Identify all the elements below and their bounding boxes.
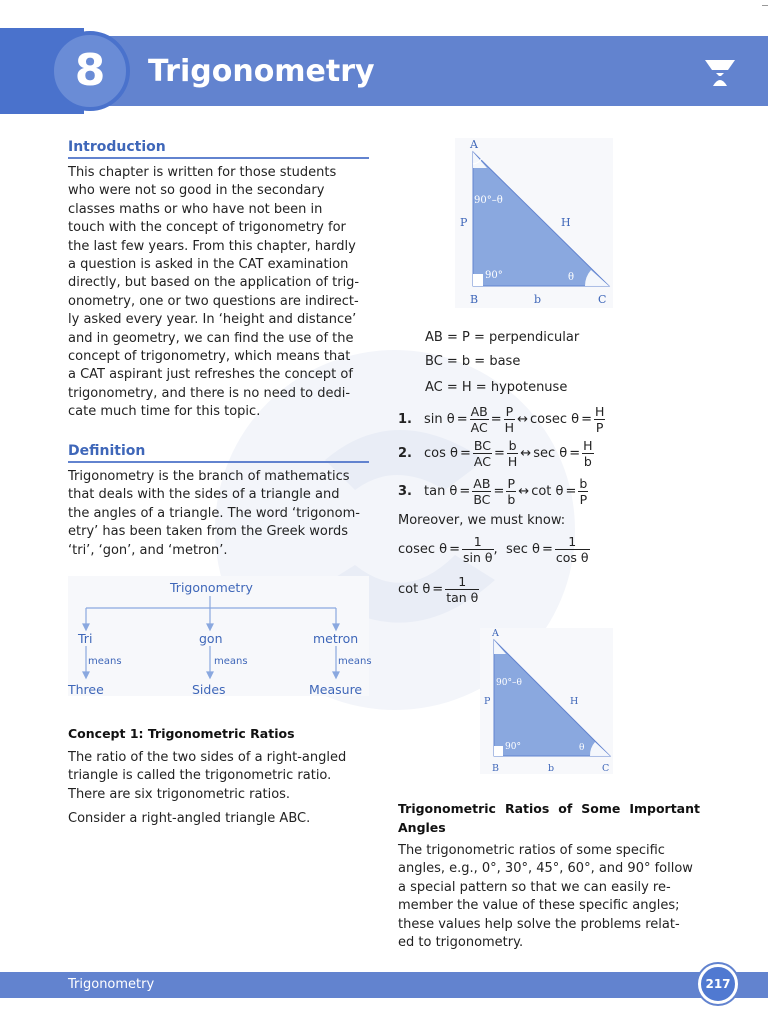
concept-paragraph-2: Consider a right-angled triangle ABC. [68, 811, 311, 826]
tree-meaning-sides: Sides [192, 682, 226, 697]
heading-rule [68, 461, 369, 463]
side-definition: BC = b = base [425, 354, 521, 369]
tree-word-gon: gon [199, 631, 223, 646]
important-angles-heading-2: Angles [398, 820, 446, 835]
corner-mark [762, 5, 768, 6]
triangle-diagram-2 [480, 628, 613, 774]
lamp-icon [704, 58, 736, 88]
angle-c-label: θ [568, 272, 575, 283]
important-angles-heading: Trigonometric Ratios of Some Important [398, 801, 700, 816]
vertex-c-label: C [598, 293, 607, 306]
chapter-title: Trigonometry [148, 54, 375, 89]
footer-title: Trigonometry [68, 977, 155, 992]
ratio-formula-2: 2. cos θ = $\frac{BC}{AC}$ = $\frac{b}{H}$ ↔ sec θ = $\frac{H}{b}$ [398, 438, 593, 469]
side-b-label: b [548, 763, 555, 774]
side-definition: AC = H = hypotenuse [425, 380, 568, 395]
right-triangle-2 [480, 628, 613, 774]
triangle-diagram [455, 138, 613, 308]
tree-root: Trigonometry [170, 580, 253, 595]
reciprocal-cot: cot θ = $\frac{1}{\text{tan θ}}$ [398, 574, 479, 605]
side-definition: AB = P = perpendicular [425, 330, 580, 345]
side-h-label: H [561, 216, 571, 229]
angle-a-label: 90°–θ [474, 195, 503, 206]
vertex-b-label: B [492, 763, 499, 774]
page-number: 217 [698, 964, 738, 1004]
angle-b-label: 90° [485, 270, 503, 281]
angle-c-label: θ [579, 743, 585, 753]
introduction-paragraph: This chapter is written for those students who were not so good in the secondary classes maths or who have not been in touch with the concept of trigonometry for the last few years. From this chapter, hardly a question is asked in the CAT examination directly, but based on the application of trig- onometry, one or two questions are indirect- ly asked every year. In ‘height and distance’ and in geometry, we can find the use of the concept of trigonometry, which means that a CAT aspirant just refreshes the concept of trigonometry, and there is no need to dedi- cate much time for this topic. [68, 165, 360, 420]
ratio-formula-3: 3. tan θ = $\frac{AB}{BC}$ = $\frac{P}{b}$ ↔ cot θ = $\frac{b}{P}$ [398, 476, 588, 507]
vertex-a-label: A [470, 138, 478, 151]
important-angles-paragraph: The trigonometric ratios of some specific angles, e.g., 0°, 30°, 45°, 60°, and 90° follow a special pattern so that we can easily re- member the value of these specific angles; these values help solve the problems relat- ed to trigonometry. [398, 843, 693, 951]
moreover-text: Moreover, we must know: [398, 513, 566, 528]
heading-rule [68, 157, 369, 159]
side-p-label: P [460, 216, 468, 229]
etymology-diagram [68, 576, 372, 697]
side-p-label: P [484, 696, 491, 707]
tree-meaning-measure: Measure [309, 682, 363, 697]
right-triangle [455, 138, 613, 308]
chapter-number: 8 [50, 31, 130, 111]
angle-a-label: 90°–θ [496, 678, 522, 688]
ratio-formula-1: 1. sin θ = $\frac{AB}{AC}$ = $\frac{P}{H}$ ↔ cosec θ = $\frac{H}{P}$ [398, 404, 605, 435]
tree-link: means [214, 656, 248, 667]
tree-link: means [338, 656, 372, 667]
tree-link: means [88, 656, 122, 667]
concept-heading: Concept 1: Trigonometric Ratios [68, 726, 295, 741]
definition-paragraph: Trigonometry is the branch of mathematics that deals with the sides of a triangle and the angles of a triangle. The word ‘trigonom- etry’ has been taken from the Greek words ‘tri’, ‘gon’, and ‘metron’. [68, 469, 360, 558]
tree-word-tri: Tri [78, 631, 93, 646]
concept-paragraph: The ratio of the two sides of a right-angled triangle is called the trigonometric ratio. There are six trigonometric ratios. [68, 750, 347, 802]
reciprocal-cosec-sec: cosec θ = $\frac{1}{\text{sin θ}}$ , sec θ = $\frac{1}{\text{cos θ}}$ [398, 534, 589, 565]
vertex-b-label: B [470, 293, 479, 306]
definition-heading: Definition [68, 443, 146, 459]
vertex-c-label: C [602, 763, 610, 774]
vertex-a-label: A [492, 628, 499, 639]
introduction-heading: Introduction [68, 139, 166, 155]
side-h-label: H [570, 696, 579, 707]
side-b-label: b [534, 293, 542, 306]
tree-word-metron: metron [313, 631, 359, 646]
angle-b-label: 90° [505, 742, 521, 752]
tree-meaning-three: Three [68, 682, 104, 697]
